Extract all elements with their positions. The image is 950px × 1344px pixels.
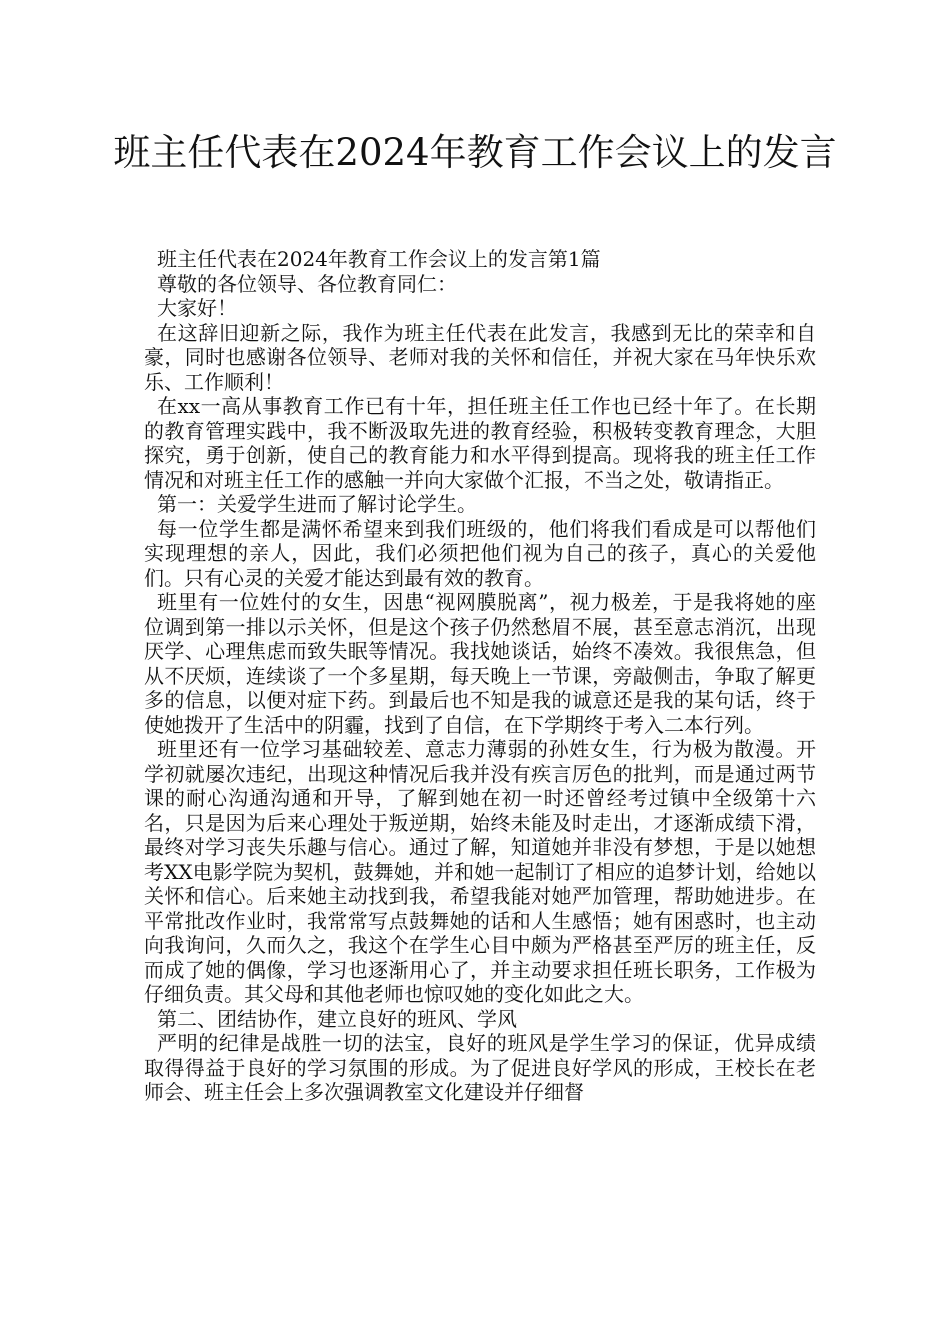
paragraph: 严明的纪律是战胜一切的法宝，良好的班风是学生学习的保证，优异成绩取得得益于良好的学习氛围的形成。为了促进良好学风的形成，王校长在老师会、班主任会上多次强调教室文化建设并仔细督 [144,1031,816,1104]
paragraph-greeting: 大家好！ [157,296,237,320]
paragraph-heading: 班主任代表在2024年教育工作会议上的发言第1篇 [157,247,601,271]
section-heading: 第二、团结协作，建立良好的班风、学风 [157,1006,517,1031]
paragraph: 在这辞旧迎新之际，我作为班主任代表在此发言，我感到无比的荣幸和自豪，同时也感谢各位领导、老师对我的关怀和信任，并祝大家在马年快乐欢乐、工作顺利！ [144,320,816,394]
paragraph-salutation: 尊敬的各位领导、各位教育同仁： [157,271,457,296]
section-heading: 第一：关爱学生进而了解讨论学生。 [157,492,477,516]
document-body [144,247,816,1105]
paragraph: 每一位学生都是满怀希望来到我们班级的，他们将我们看成是可以帮他们实现理想的亲人，因此，我们必须把他们视为自己的孩子，真心的关爱他们。只有心灵的关爱才能达到最有效的教育。 [144,516,816,590]
paragraph: 班里有一位姓付的女生，因患“视网膜脱离”，视力极差，于是我将她的座位调到第一排以示关怀，但是这个孩子仍然愁眉不展，甚至意志消沉，出现厌学、心理焦虑而致失眠等情况。我找她谈话，始终不凑效。我很焦急，但从不厌烦，连续谈了一个多星期，每天晚上一节课，旁敲侧击，争取了解更多的信息，以便对症下药。到最后也不知是我的诚意还是我的某句话，终于使她拨开了生活中的阴霾，找到了自信，在下学期终于考入二本行列。 [144,590,816,737]
document-title: 班主任代表在2024年教育工作会议上的发言 [113,131,837,174]
paragraph: 在xx一高从事教育工作已有十年，担任班主任工作也已经十年了。在长期的教育管理实践中，我不断汲取先进的教育经验，积极转变教育理念，大胆探究，勇于创新，使自己的教育能力和水平得到提高。现将我的班主任工作情况和对班主任工作的感触一并向大家做个汇报，不当之处，敬请指正。 [144,394,816,492]
paragraph: 班里还有一位学习基础较差、意志力薄弱的孙姓女生，行为极为散漫。开学初就屡次违纪，出现这种情况后我并没有疾言厉色的批判，而是通过两节课的耐心沟通沟通和开导，了解到她在初一时还曾经考过镇中全级第十六名，只是因为后来心理处于叛逆期，始终未能及时走出，才逐渐成绩下滑，最终对学习丧失乐趣与信心。通过了解，知道她并非没有梦想，于是以她想考XX电影学院为契机，鼓舞她，并和她一起制订了相应的追梦计划，给她以关怀和信心。后来她主动找到我，希望我能对她严加管理，帮助她进步。在平常批改作业时，我常常写点鼓舞她的话和人生感悟；她有困惑时，也主动向我询问，久而久之，我这个在学生心目中颇为严格甚至严厉的班主任，反而成了她的偶像，学习也逐渐用心了，并主动要求担任班长职务，工作极为仔细负责。其父母和其他老师也惊叹她的变化如此之大。 [144,737,816,1006]
